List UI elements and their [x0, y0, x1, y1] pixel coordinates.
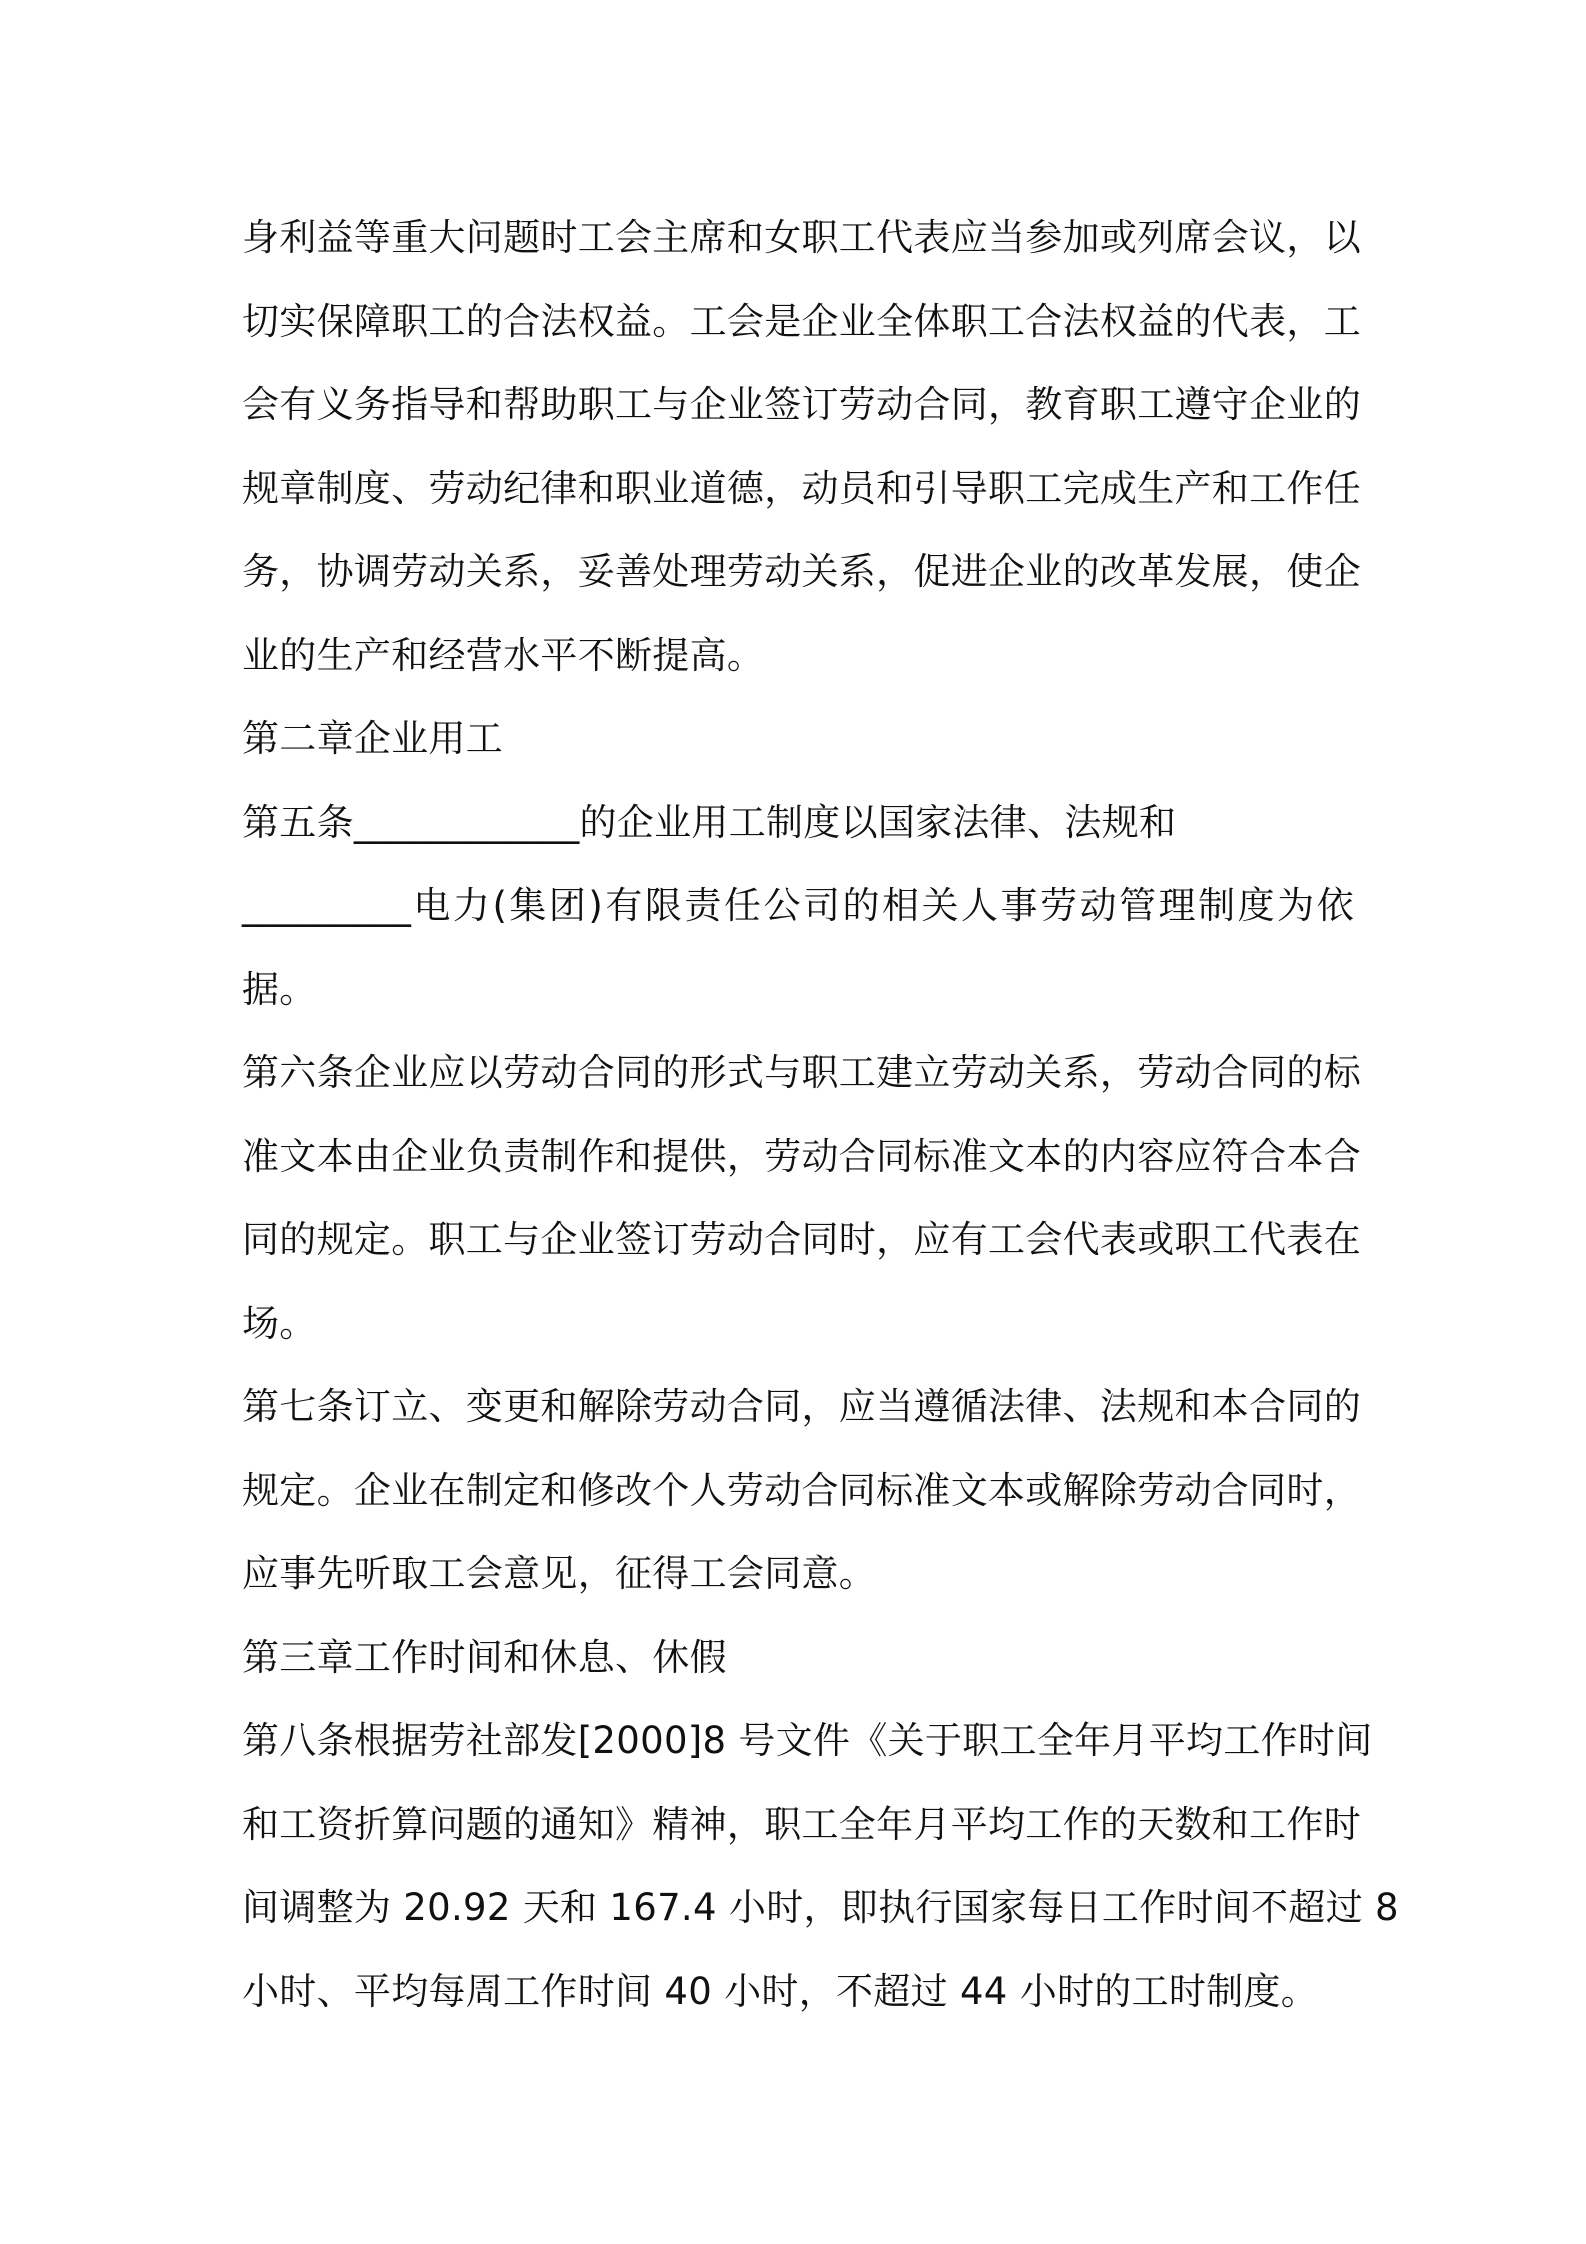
text-line: 第八条根据劳社部发[2000]8 号文件《关于职工全年月平均工作时间 [242, 1719, 1373, 1762]
text-line: 第七条订立、变更和解除劳动合同，应当遵循法律、法规和本合同的 [242, 1385, 1361, 1428]
text-line: 和工资折算问题的通知》精神，职工全年月平均工作的天数和工作时 [242, 1802, 1361, 1846]
text-line: 规定。企业在制定和修改个人劳动合同标准文本或解除劳动合同时， [242, 1468, 1361, 1512]
chapter-heading: 第二章企业用工 [242, 717, 504, 760]
document-body [242, 196, 1399, 2033]
chapter-heading: 第三章工作时间和休息、休假 [242, 1635, 727, 1679]
text-line: 第六条企业应以劳动合同的形式与职工建立劳动关系，劳动合同的标 [242, 1051, 1361, 1094]
text-line: 准文本由企业负责制作和提供，劳动合同标准文本的内容应符合本合 [242, 1134, 1361, 1178]
text-line: 场。 [242, 1301, 317, 1345]
text-line: 业的生产和经营水平不断提高。 [242, 633, 765, 677]
text-line: 小时、平均每周工作时间 40 小时，不超过 44 小时的工时制度。 [242, 1969, 1319, 2013]
text-line: 应事先听取工会意见，征得工会同意。 [242, 1552, 877, 1595]
text-line: 据。 [242, 967, 317, 1011]
text-line: _________电力(集团)有限责任公司的相关人事劳动管理制度为依 [242, 884, 1354, 927]
text-line: 第五条____________的企业用工制度以国家法律、法规和 [242, 800, 1177, 844]
text-line: 间调整为 20.92 天和 167.4 小时，即执行国家每日工作时间不超过 8 [242, 1886, 1399, 1929]
text-line: 同的规定。职工与企业签订劳动合同时，应有工会代表或职工代表在 [242, 1218, 1361, 1261]
text-line: 身利益等重大问题时工会主席和女职工代表应当参加或列席会议，以 [242, 216, 1361, 259]
text-line: 切实保障职工的合法权益。工会是企业全体职工合法权益的代表，工 [242, 299, 1361, 343]
text-line: 务，协调劳动关系，妥善处理劳动关系，促进企业的改革发展，使企 [242, 550, 1361, 593]
text-line: 规章制度、劳动纪律和职业道德，动员和引导职工完成生产和工作任 [242, 466, 1361, 510]
text-line: 会有义务指导和帮助职工与企业签订劳动合同，教育职工遵守企业的 [242, 383, 1361, 426]
